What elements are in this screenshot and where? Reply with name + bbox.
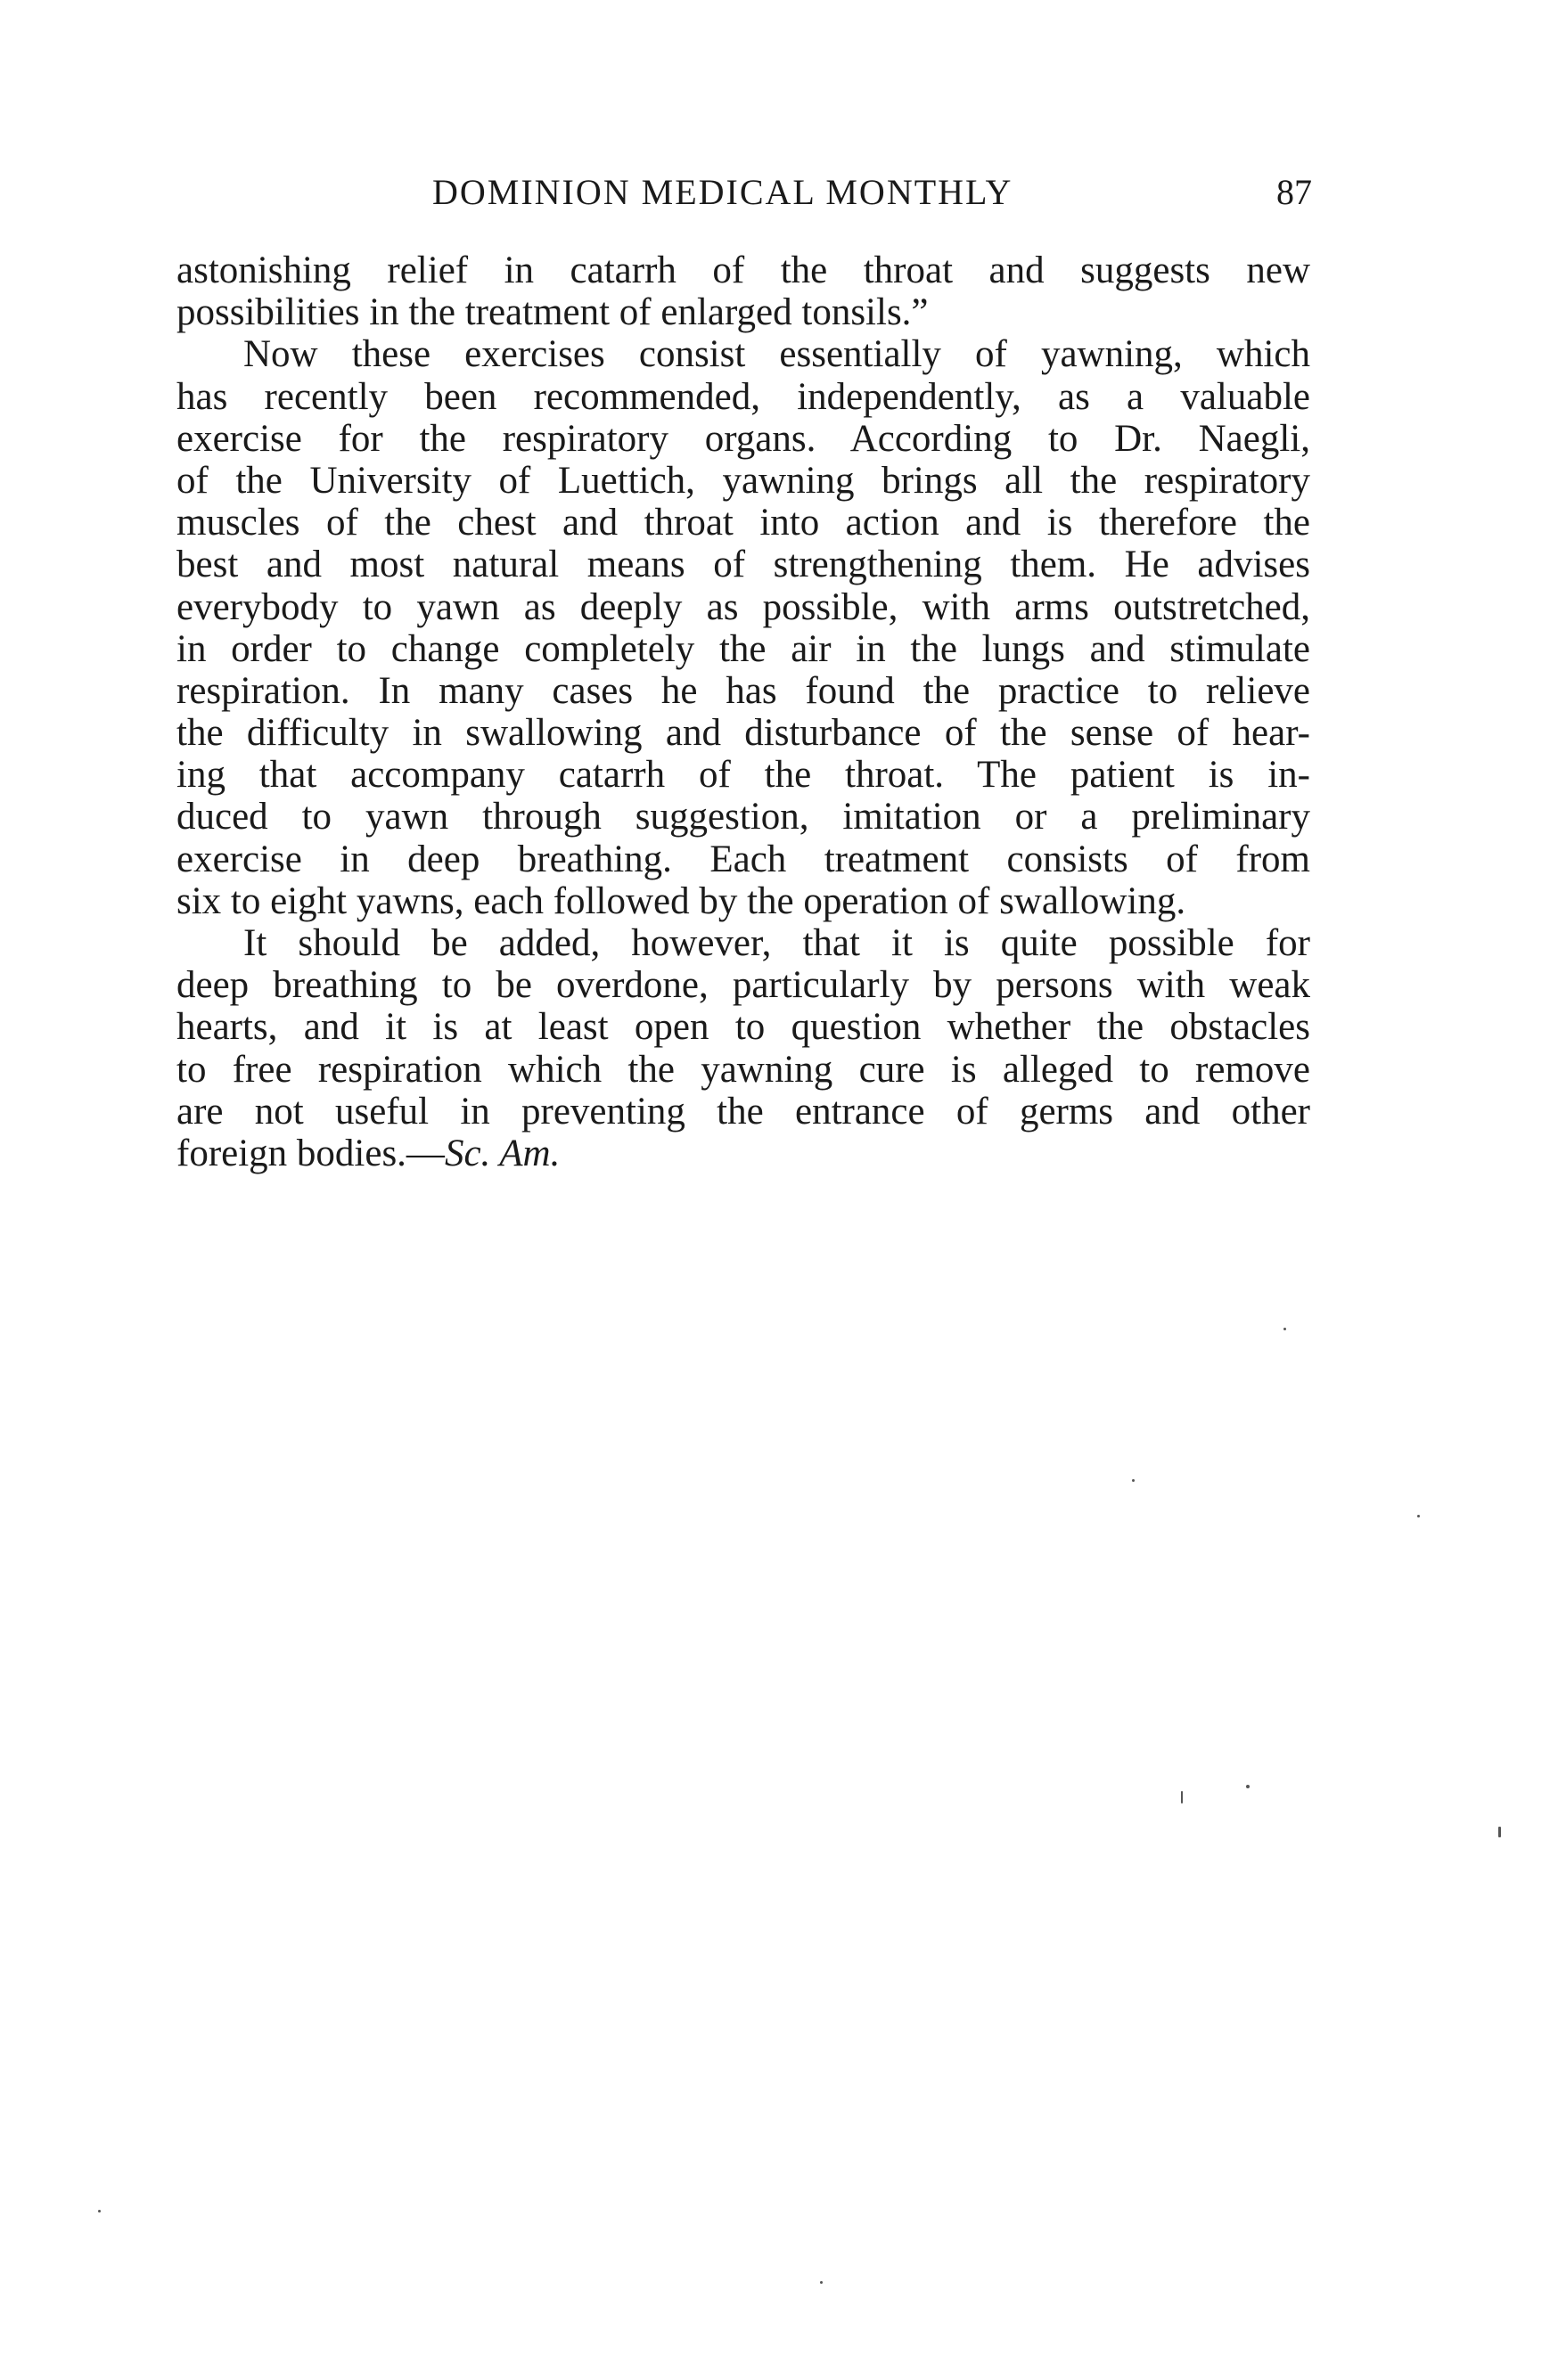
scan-speck [1417, 1515, 1420, 1517]
text-line: ing that accompany catarrh of the throat. The patient is in- [176, 754, 1310, 797]
final-line-text: foreign bodies.— [176, 1132, 445, 1174]
text-line: of the University of Luettich, yawning brings all the respiratory [176, 459, 1310, 502]
text-line: best and most natural means of strengthening them. He advises [176, 544, 1310, 586]
text-line: muscles of the chest and throat into action and is therefore the [176, 502, 1310, 544]
text-line: deep breathing to be overdone, particularly by persons with weak [176, 964, 1310, 1007]
text-line: everybody to yawn as deeply as possible, with arms outstretched, [176, 585, 1310, 628]
text-line: astonishing relief in catarrh of the throat and suggests new [176, 249, 1310, 291]
scan-speck [1246, 1785, 1250, 1788]
journal-title: DOMINION MEDICAL MONTHLY [432, 172, 1013, 212]
text-line: to free respiration which the yawning cure is alleged to remove [176, 1048, 1310, 1091]
text-line: six to eight yawns, each followed by the operation of swallowing. [176, 879, 1186, 922]
source-citation: Sc. Am. [444, 1132, 561, 1174]
page-number: 87 [1276, 172, 1312, 212]
text-line: the difficulty in swallowing and disturbance of the sense of hear- [176, 712, 1310, 755]
text-line: are not useful in preventing the entrance of germs and other [176, 1090, 1310, 1133]
text-line: duced to yawn through suggestion, imitation or a preliminary [176, 796, 1310, 838]
paragraph-start-line: It should be added, however, that it is quite possible for [243, 922, 1310, 964]
text-line: in order to change completely the air in the lungs and stimulate [176, 627, 1310, 670]
text-line: possibilities in the treatment of enlarged tonsils.” [176, 291, 929, 334]
text-line: exercise for the respiratory organs. According to Dr. Naegli, [176, 417, 1310, 460]
scan-speck [1181, 1791, 1183, 1803]
text-line: exercise in deep breathing. Each treatment consists of from [176, 838, 1310, 880]
final-text-line [176, 1133, 1310, 1174]
article-body [176, 249, 1310, 1174]
text-line: hearts, and it is at least open to question whether the obstacles [176, 1006, 1310, 1049]
paragraph-start-line: Now these exercises consist essentially of yawning, which [243, 333, 1310, 376]
scan-speck [1132, 1479, 1135, 1482]
scan-speck [820, 2281, 823, 2284]
text-line: has recently been recommended, independently, as a valuable [176, 375, 1310, 418]
scan-speck [98, 2210, 101, 2212]
scan-speck [1498, 1827, 1501, 1837]
scan-speck [1283, 1328, 1286, 1330]
text-line: respiration. In many cases he has found the practice to relieve [176, 669, 1310, 712]
running-head [178, 171, 1312, 216]
